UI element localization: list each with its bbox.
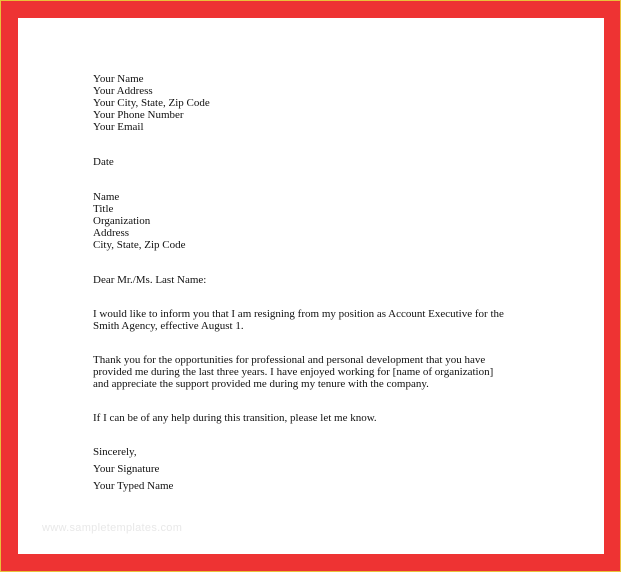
body-paragraph-1-line: Smith Agency, effective August 1.	[93, 320, 244, 332]
recipient-block	[93, 191, 563, 251]
watermark: www.sampletemplates.com	[42, 522, 183, 534]
salutation: Dear Mr./Ms. Last Name:	[93, 274, 207, 286]
recipient-name: Name	[93, 191, 120, 203]
body-paragraph-2-line: provided me during the last three years. I have enjoyed working for [name of organization]	[93, 366, 494, 378]
recipient-address: Address	[93, 227, 130, 239]
sender-email: Your Email	[93, 121, 144, 133]
sender-block	[93, 73, 563, 133]
body-paragraph-2-line: and appreciate the support provided me during my tenure with the company.	[93, 378, 429, 390]
recipient-organization: Organization	[93, 215, 151, 227]
typed-name-block	[93, 480, 563, 492]
date-block	[93, 156, 563, 168]
signature-block	[93, 463, 563, 475]
signature: Your Signature	[93, 463, 160, 475]
body-paragraph-2-line: Thank you for the opportunities for professional and personal development that you have	[93, 354, 486, 366]
body-paragraph-3	[93, 412, 563, 424]
salutation-block	[93, 274, 563, 286]
closing-block	[93, 446, 563, 458]
typed-name: Your Typed Name	[93, 480, 174, 492]
sender-city-state-zip: Your City, State, Zip Code	[93, 97, 210, 109]
body-paragraph-3-line: If I can be of any help during this transition, please let me know.	[93, 412, 377, 424]
recipient-city-state-zip: City, State, Zip Code	[93, 239, 186, 251]
sender-address: Your Address	[93, 85, 153, 97]
body-paragraph-2	[93, 354, 563, 390]
resignation-letter	[93, 73, 563, 492]
letter-date: Date	[93, 156, 114, 168]
sender-name: Your Name	[93, 73, 144, 85]
letter-page	[18, 18, 604, 554]
sender-phone: Your Phone Number	[93, 109, 184, 121]
recipient-title: Title	[93, 203, 114, 215]
body-paragraph-1-line: I would like to inform you that I am resigning from my position as Account Executive for the	[93, 308, 504, 320]
body-paragraph-1	[93, 308, 563, 332]
closing: Sincerely,	[93, 446, 137, 458]
